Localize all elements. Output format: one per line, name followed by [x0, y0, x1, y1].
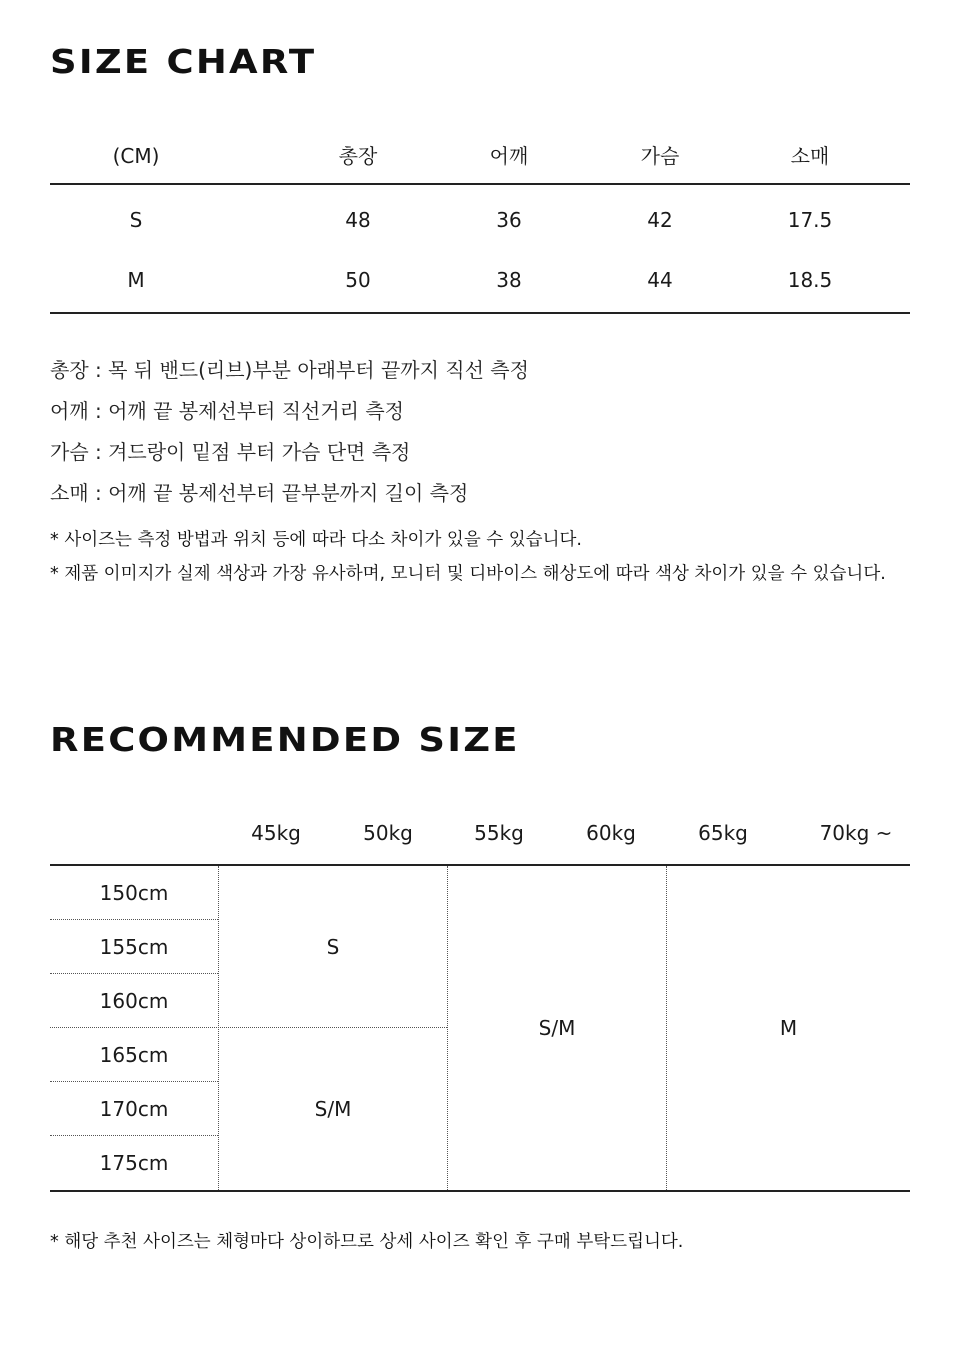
weight-label: 70kg ~	[819, 821, 893, 845]
header-total-length: 총장	[338, 144, 378, 168]
size-label: S	[129, 208, 143, 232]
size-row-m	[50, 265, 910, 295]
recommend-size-label: M	[779, 1016, 798, 1040]
size-chart-title: SIZE CHART	[50, 42, 317, 81]
recommend-size-label: S	[326, 935, 340, 959]
size-row-s	[50, 205, 910, 235]
size-value: 17.5	[787, 208, 833, 232]
row-separator	[50, 919, 218, 920]
recommend-size-label: S/M	[538, 1016, 576, 1040]
recommend-region-m	[667, 866, 910, 1190]
row-separator	[50, 1081, 218, 1082]
recommend-region-sm-light	[219, 1028, 447, 1190]
size-value: 50	[345, 268, 371, 292]
weight-label: 60kg	[586, 821, 636, 845]
table-divider	[50, 312, 910, 314]
recommend-size-label: S/M	[314, 1097, 352, 1121]
height-label: 170cm	[99, 1097, 169, 1121]
header-chest: 가슴	[640, 144, 680, 168]
height-label: 150cm	[99, 881, 169, 905]
size-value: 36	[496, 208, 522, 232]
weight-label: 65kg	[698, 821, 748, 845]
note-chest: 가슴 : 겨드랑이 밑점 부터 가슴 단면 측정	[50, 440, 411, 464]
height-label: 175cm	[99, 1151, 169, 1175]
recommendation-footnote: * 해당 추천 사이즈는 체형마다 상이하므로 상세 사이즈 확인 후 구매 부탁드립니다.	[50, 1232, 684, 1252]
size-value: 44	[647, 268, 673, 292]
table-divider	[50, 183, 910, 185]
size-value: 18.5	[787, 268, 833, 292]
weight-label: 55kg	[474, 821, 524, 845]
row-separator	[50, 973, 218, 974]
note-total-length: 총장 : 목 뒤 밴드(리브)부분 아래부터 끝까지 직선 측정	[50, 358, 529, 382]
size-chart-header-row	[50, 141, 910, 171]
note-sleeve: 소매 : 어깨 끝 봉제선부터 끝부분까지 길이 측정	[50, 481, 469, 505]
height-label: 155cm	[99, 935, 169, 959]
disclaimer-measurement: * 사이즈는 측정 방법과 위치 등에 따라 다소 차이가 있을 수 있습니다.	[50, 530, 582, 550]
table-divider	[50, 1190, 910, 1192]
size-label: M	[127, 268, 145, 292]
disclaimer-color: * 제품 이미지가 실제 색상과 가장 유사하며, 모니터 및 디바이스 해상도에 따라 색상 차이가 있을 수 있습니다.	[50, 564, 886, 584]
note-shoulder: 어깨 : 어깨 끝 봉제선부터 직선거리 측정	[50, 399, 405, 423]
header-sleeve: 소매	[790, 144, 830, 168]
measurement-notes	[50, 350, 529, 514]
size-value: 38	[496, 268, 522, 292]
weight-label: 45kg	[251, 821, 301, 845]
header-unit: (CM)	[112, 144, 160, 168]
recommend-region-s	[219, 866, 447, 1028]
size-value: 42	[647, 208, 673, 232]
size-value: 48	[345, 208, 371, 232]
recommend-region-sm	[448, 866, 666, 1190]
recommended-size-title: RECOMMENDED SIZE	[50, 720, 520, 759]
header-shoulder: 어깨	[489, 144, 529, 168]
row-separator	[50, 1135, 218, 1136]
height-label: 160cm	[99, 989, 169, 1013]
height-label: 165cm	[99, 1043, 169, 1067]
weight-label: 50kg	[363, 821, 413, 845]
